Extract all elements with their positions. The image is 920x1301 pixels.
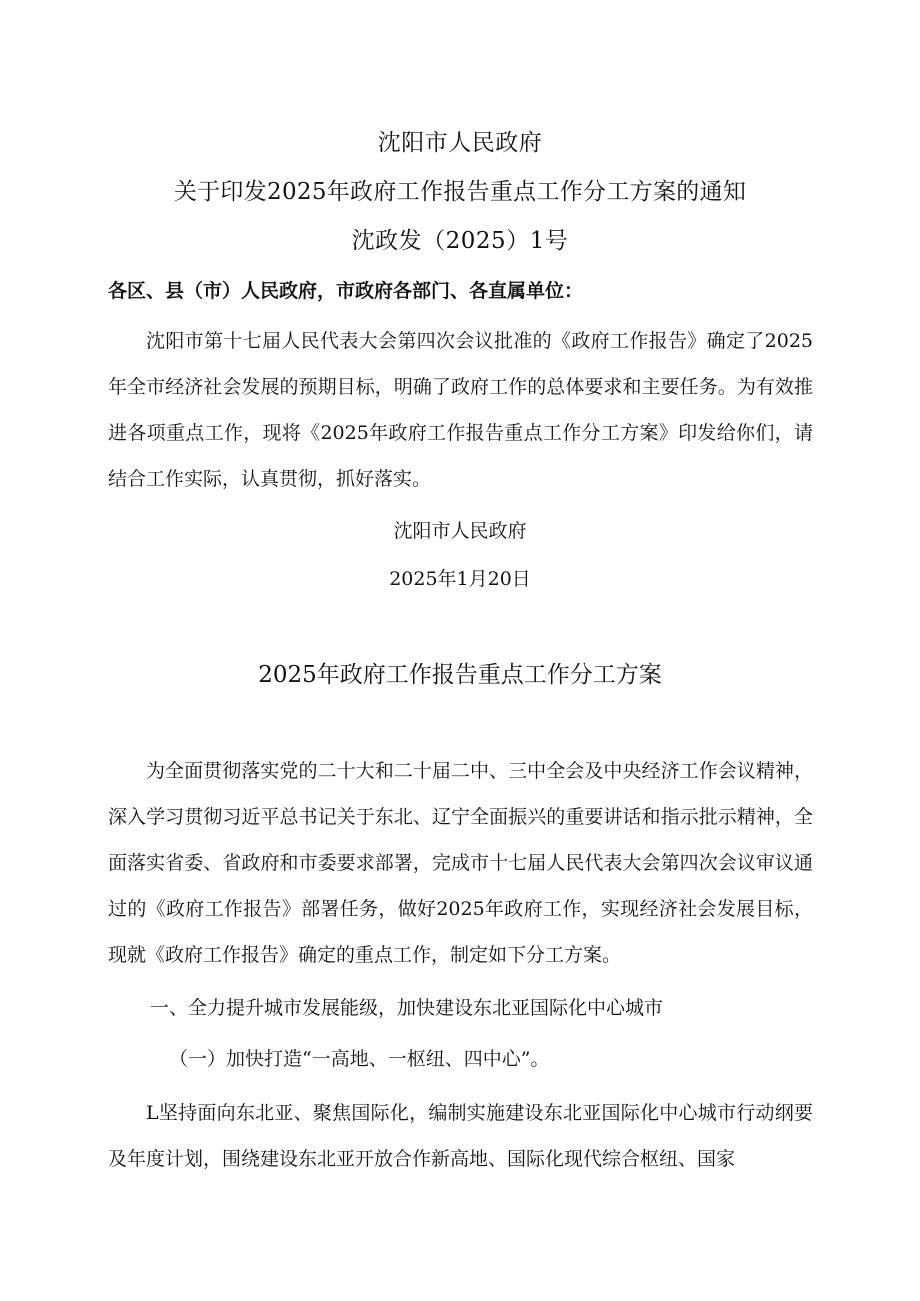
plan-intro-paragraph: 为全面贯彻落实党的二十大和二十届二中、三中全会及中央经济工作会议精神，深入学习贯彻习近平总书记关于东北、辽宁全面振兴的重要讲话和指示批示精神，全面落实省委、省政府和市委要求部署，完成市十七届人民代表大会第四次会议审议通过的《政府工作报告》部署任务，做好2025年政府工作，实现经济社会发展目标，现就《政府工作报告》确定的重点工作，制定如下分工方案。: [108, 760, 813, 966]
subsection-heading-1: （一）加快打造“一高地、一枢纽、四中心”。: [169, 1048, 550, 1070]
signature-date: 2025年1月20日: [389, 568, 531, 590]
notice-title: 关于印发2025年政府工作报告重点工作分工方案的通知: [173, 179, 747, 205]
issuer-heading: 沈阳市人民政府: [377, 130, 543, 156]
addressee-line: 各区、县（市）人民政府，市政府各部门、各直属单位：: [108, 280, 584, 302]
notice-body-paragraph: 沈阳市第十七届人民代表大会第四次会议批准的《政府工作报告》确定了2025年全市经济社会发展的预期目标，明确了政府工作的总体要求和主要任务。为有效推进各项重点工作，现将《2025年政府工作报告重点工作分工方案》印发给你们，请结合工作实际，认真贯彻，抓好落实。: [108, 330, 813, 490]
section-heading-1: 一、全力提升城市发展能级，加快建设东北亚国际化中心城市: [150, 997, 664, 1019]
item-paragraph-1: L坚持面向东北亚、聚焦国际化，编制实施建设东北亚国际化中心城市行动纲要及年度计划，围绕建设东北亚开放合作新高地、国际化现代综合枢纽、国家: [108, 1102, 813, 1170]
document-number: 沈政发（2025）1号: [351, 228, 569, 254]
signature-organization: 沈阳市人民政府: [393, 520, 527, 542]
plan-title: 2025年政府工作报告重点工作分工方案: [258, 662, 662, 688]
